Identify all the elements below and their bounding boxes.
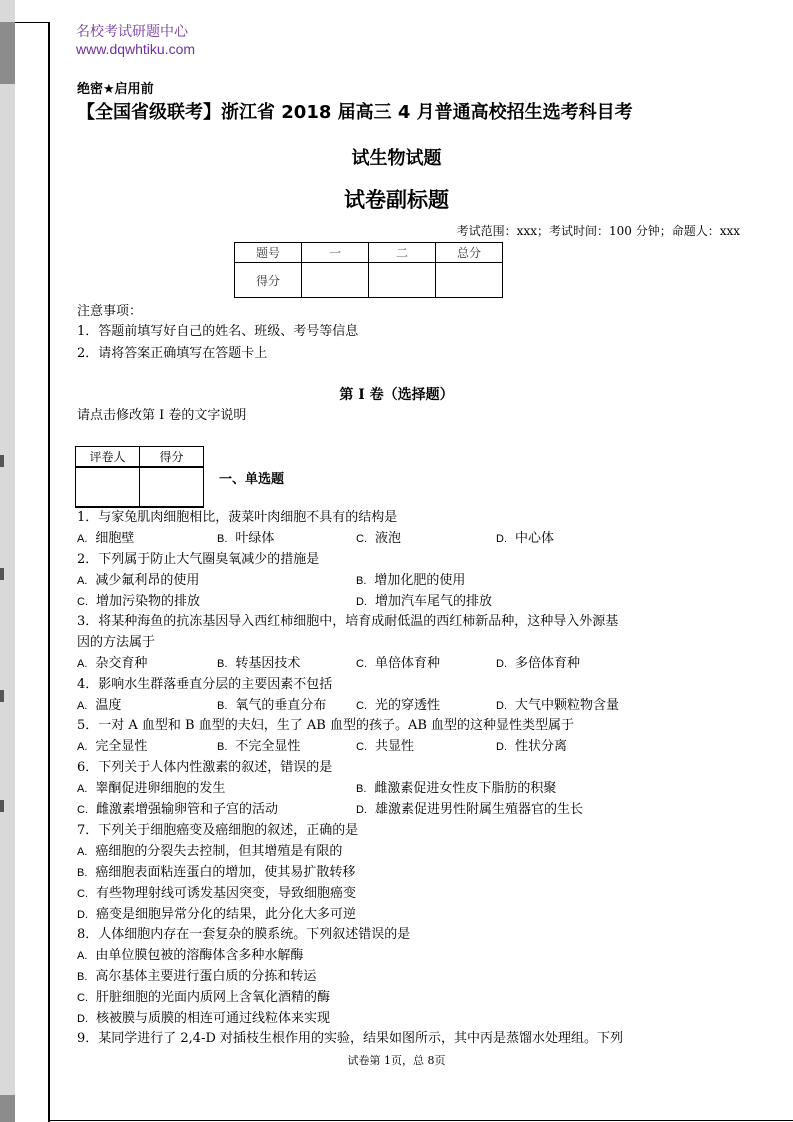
- section-desc: 请点击修改第 I 卷的文字说明: [77, 408, 247, 423]
- grader-col-label: 评卷人: [76, 447, 140, 468]
- option[interactable]: [217, 655, 300, 673]
- option-text: 性状分离: [515, 739, 568, 754]
- option[interactable]: [77, 864, 355, 882]
- option-letter: C.: [77, 992, 88, 1004]
- option-text: 细胞壁: [95, 531, 135, 546]
- option-text: 多倍体育种: [515, 656, 581, 671]
- option[interactable]: [77, 801, 278, 819]
- option-text: 叶绿体: [235, 531, 275, 546]
- page-bottom-rule: [48, 1120, 793, 1121]
- option-text: 雌激素增强输卵管和子宫的活动: [96, 802, 279, 817]
- score-header-cell: 一: [302, 243, 369, 263]
- question-stem: 4．影响水生群落垂直分层的主要因素不包括: [77, 677, 333, 692]
- option-text: 温度: [95, 698, 122, 713]
- grader-table: [75, 446, 204, 508]
- option-text: 单倍体育种: [375, 656, 441, 671]
- question-stem: 7．下列关于细胞癌变及癌细胞的叙述，正确的是: [77, 823, 359, 838]
- option[interactable]: [217, 738, 300, 756]
- question-stem: 3．将某种海鱼的抗冻基因导入西红柿细胞中，培育成耐低温的西红柿新品种，这种导入外源基: [77, 614, 619, 629]
- site-url[interactable]: www.dqwhtiku.com: [76, 41, 196, 57]
- option[interactable]: [217, 530, 274, 548]
- option-letter: A.: [77, 741, 88, 753]
- question-stem: 9．某同学进行了 2,4-D 对插枝生根作用的实验，结果如图所示，其中丙是蒸馏水处理组。下列: [77, 1031, 624, 1046]
- question-stem: 6．下列关于人体内性激素的叙述，错误的是: [77, 760, 333, 775]
- option-text: 光的穿透性: [375, 698, 441, 713]
- option-letter: D.: [77, 1013, 88, 1025]
- option-letter: C.: [356, 741, 367, 753]
- option-text: 核被膜与质膜的相连可通过线粒体来实现: [96, 1011, 331, 1026]
- option[interactable]: [77, 989, 330, 1007]
- option[interactable]: [77, 906, 356, 924]
- option-text: 由单位膜包被的溶酶体含多种水解酶: [95, 948, 304, 963]
- option-letter: B.: [217, 741, 228, 753]
- option-letter: C.: [356, 533, 367, 545]
- option-letter: C.: [77, 804, 88, 816]
- option[interactable]: [77, 843, 342, 861]
- option-letter: D.: [496, 741, 507, 753]
- option-text: 雄激素促进男性附属生殖器官的生长: [375, 802, 584, 817]
- binding-margin-top-block: [0, 22, 15, 84]
- notes-heading: 注意事项：: [77, 304, 143, 319]
- score-cell[interactable]: [369, 263, 436, 298]
- option[interactable]: [77, 947, 303, 965]
- option-letter: A.: [77, 533, 88, 545]
- grader-cell[interactable]: [76, 467, 140, 507]
- option-letter: B.: [356, 575, 367, 587]
- option-letter: B.: [217, 533, 228, 545]
- question-stem-continued: 因的方法属于: [77, 635, 156, 650]
- option[interactable]: [356, 697, 440, 715]
- option[interactable]: [77, 572, 199, 590]
- option[interactable]: [496, 697, 619, 715]
- option-letter: D.: [496, 533, 507, 545]
- grader-col-label: 得分: [140, 447, 204, 468]
- option-text: 雌激素促进女性皮下脂肪的积聚: [374, 781, 557, 796]
- option-letter: B.: [77, 971, 88, 983]
- option-letter: D.: [356, 596, 367, 608]
- option-letter: A.: [77, 846, 88, 858]
- option-text: 液泡: [375, 531, 402, 546]
- option-letter: B.: [356, 783, 367, 795]
- option-letter: D.: [356, 804, 367, 816]
- option[interactable]: [77, 968, 316, 986]
- option-text: 转基因技术: [235, 656, 301, 671]
- option-text: 增加污染物的排放: [96, 594, 201, 609]
- option[interactable]: [77, 530, 134, 548]
- option-text: 不完全显性: [235, 739, 301, 754]
- option[interactable]: [356, 655, 440, 673]
- option[interactable]: [356, 530, 401, 548]
- option-text: 增加化肥的使用: [374, 573, 466, 588]
- option[interactable]: [77, 655, 147, 673]
- option-text: 高尔基体主要进行蛋白质的分拣和转运: [95, 969, 317, 984]
- note-item: 1．答题前填写好自己的姓名、班级、考号等信息: [77, 324, 359, 339]
- option-text: 癌变是细胞异常分化的结果，此分化大多可逆: [96, 907, 357, 922]
- site-header: [76, 22, 195, 58]
- grader-cell[interactable]: [140, 467, 204, 507]
- part-title: 一、单选题: [219, 472, 285, 487]
- score-cell[interactable]: [436, 263, 503, 298]
- option-text: 有些物理射线可诱发基因突变，导致细胞癌变: [96, 886, 357, 901]
- binding-tick: [0, 568, 4, 580]
- option[interactable]: [356, 801, 583, 819]
- option-letter: D.: [496, 658, 507, 670]
- option-text: 中心体: [515, 531, 555, 546]
- binding-top-rule: [15, 22, 49, 23]
- option-text: 完全显性: [95, 739, 148, 754]
- exam-subtitle: 试卷副标题: [344, 188, 449, 212]
- score-row-label: 得分: [235, 263, 302, 298]
- option[interactable]: [496, 530, 554, 548]
- option[interactable]: [496, 738, 567, 756]
- option[interactable]: [77, 1010, 330, 1028]
- option[interactable]: [77, 780, 225, 798]
- score-header-cell: 二: [369, 243, 436, 263]
- option-letter: C.: [77, 596, 88, 608]
- option-letter: A.: [77, 575, 88, 587]
- option[interactable]: [356, 780, 556, 798]
- binding-tick: [0, 690, 4, 702]
- binding-tick: [0, 455, 4, 467]
- score-table: [234, 242, 503, 298]
- question-stem: 8．人体细胞内存在一套复杂的膜系统。下列叙述错误的是: [77, 927, 411, 942]
- option-text: 杂交育种: [95, 656, 148, 671]
- note-item: 2．请将答案正确填写在答题卡上: [77, 346, 268, 361]
- option-text: 肝脏细胞的光面内质网上含氧化酒精的酶: [96, 990, 331, 1005]
- score-cell[interactable]: [302, 263, 369, 298]
- option-text: 睾酮促进卵细胞的发生: [95, 781, 226, 796]
- option-text: 共显性: [375, 739, 415, 754]
- option-letter: B.: [217, 658, 228, 670]
- exam-title-line1: 【全国省级联考】浙江省 2018 届高三 4 月普通高校招生选考科目考: [77, 102, 633, 123]
- option-letter: D.: [77, 909, 88, 921]
- binding-tick: [0, 800, 4, 812]
- page-footer: 试卷第 1页，总 8页: [347, 1054, 446, 1067]
- option-text: 增加汽车尾气的排放: [375, 594, 493, 609]
- option-letter: B.: [217, 700, 228, 712]
- exam-title-line2: 试生物试题: [351, 148, 442, 169]
- section-title: 第 I 卷（选择题）: [339, 387, 454, 403]
- option[interactable]: [77, 697, 121, 715]
- option-letter: A.: [77, 658, 88, 670]
- question-stem: 2．下列属于防止大气圈臭氧减少的措施是: [77, 552, 320, 567]
- option-text: 减少氟利昂的使用: [95, 573, 200, 588]
- binding-margin-bottom-block: [0, 1095, 15, 1122]
- option-text: 癌细胞表面粘连蛋白的增加，使其易扩散转移: [95, 865, 356, 880]
- score-header-cell: 题号: [235, 243, 302, 263]
- option-letter: A.: [77, 700, 88, 712]
- question-stem: 1．与家兔肌肉细胞相比，菠菜叶肉细胞不具有的结构是: [77, 510, 398, 525]
- option-text: 癌细胞的分裂失去控制，但其增殖是有限的: [95, 844, 343, 859]
- option[interactable]: [217, 697, 326, 715]
- site-name: 名校考试研题中心: [76, 23, 188, 39]
- option[interactable]: [77, 593, 200, 611]
- option[interactable]: [356, 572, 465, 590]
- exam-info: 考试范围：xxx；考试时间：100 分钟；命题人：xxx: [456, 224, 740, 238]
- option[interactable]: [77, 738, 147, 756]
- option-letter: C.: [356, 658, 367, 670]
- secret-label: 绝密★启用前: [77, 82, 154, 97]
- option[interactable]: [77, 885, 356, 903]
- option-letter: C.: [356, 700, 367, 712]
- option-letter: A.: [77, 950, 88, 962]
- option-letter: D.: [496, 700, 507, 712]
- question-stem: 5．一对 A 血型和 B 血型的夫妇，生了 AB 血型的孩子。AB 血型的这种显性类型属于: [77, 718, 575, 733]
- option[interactable]: [356, 593, 492, 611]
- option-text: 大气中颗粒物含量: [515, 698, 620, 713]
- option[interactable]: [356, 738, 414, 756]
- option-letter: A.: [77, 783, 88, 795]
- option-letter: C.: [77, 888, 88, 900]
- option-letter: B.: [77, 867, 88, 879]
- option[interactable]: [496, 655, 580, 673]
- option-text: 氧气的垂直分布: [235, 698, 327, 713]
- score-header-cell: 总分: [436, 243, 503, 263]
